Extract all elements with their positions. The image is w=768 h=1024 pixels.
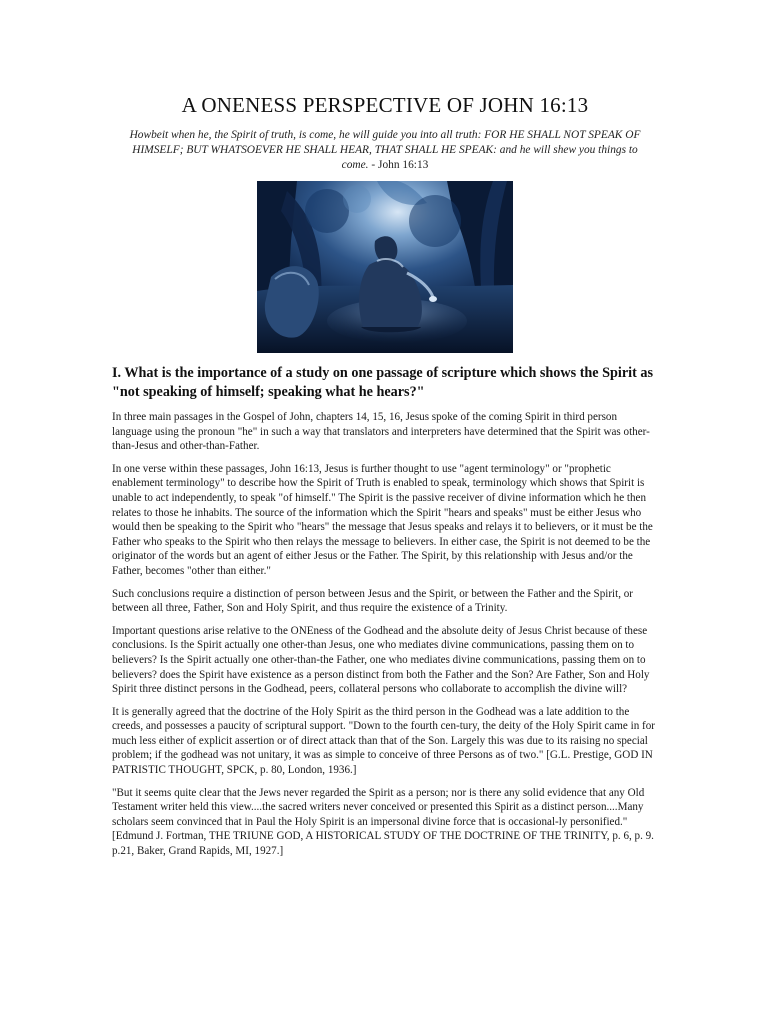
- epigraph-citation: - John 16:13: [368, 159, 429, 171]
- body-paragraph: Important questions arise relative to the ONEness of the Godhead and the absolute deity of Jesus Christ because of these conclusions. Is the Spirit actually one other-than Jesus, one who mediates divine communications, passing them on to believers? Is the Spirit actually one other-than-the Father, one who mediates divine communications, passing them on to believers? does the Spirit have existence as a person distinct from both the Father and the Son? Are Father, Son and Holy Spirit three distinct persons in the Godhead, peers, collateral persons who collaborate to accomplish the divine will?: [112, 624, 650, 696]
- body-paragraph: In one verse within these passages, John 16:13, Jesus is further thought to use "agent terminology" or "prophetic enablement terminology" to describe how the Spirit of Truth is enabled to speak, terminology which shows that Spirit is unable to act independently, to speak "of himself." The Spirit is the passive receiver of divine information which he then relates to those he inhabits. The source of the information which the Spirit "hears and speaks" must be either Jesus who would then be speaking to the Spirit who "hears" the message that Jesus speaks and relays it to believers, or it must be the Father who speaks to the Spirit who then relays the message to believers. In either case, the Spirit is not deemed to be the originator of the words but an agent of either Jesus or the Father. The Spirit, by this relationship with Jesus and/or the Father, becomes "other than either.": [112, 462, 653, 577]
- body-paragraph: It is generally agreed that the doctrine of the Holy Spirit as the third person in the Godhead was a late addition to the creeds, and possesses a paucity of scriptural support. "Down to the fourth cen-tury, the deity of the Holy Spirit came in for much less either of explicit assertion or of direct attack than that of the Son. Largely this was due to its raising no special problem; if the godhead was not unitary, it was as simple to conceive of three Persons as of two." [G.L. Prestige, GOD IN PATRISTIC THOUGHT, SPCK, p. 80, London, 1936.]: [112, 705, 655, 777]
- body-paragraph: Such conclusions require a distinction of person between Jesus and the Spirit, or between the Father and the Spirit, or between all three, Father, Son and Holy Spirit, and thus require the existence of a Trinity.: [112, 587, 633, 615]
- praying-figure-in-moonlit-garden-image: [257, 181, 513, 353]
- body-paragraph: In three main passages in the Gospel of John, chapters 14, 15, 16, Jesus spoke of the coming Spirit in third person language using the pronoun "he" in such a way that translators and interpreters have determined that the Spirit was other-than-Jesus and other-than-Father.: [112, 411, 650, 453]
- document-title: A ONENESS PERSPECTIVE OF JOHN 16:13: [181, 93, 589, 117]
- section-heading: I. What is the importance of a study on one passage of scripture which shows the Spirit as "not speaking of himself; speaking what he hears?": [112, 365, 654, 400]
- body-paragraph: "But it seems quite clear that the Jews never regarded the Spirit as a person; nor is there any solid evidence that any Old Testament writer held this view....the sacred writers never conceived or presented this Spirit as a distinct person....Many scholars seem convinced that in Paul the Holy Spirit is an impersonal divine force that is occasional-ly personified." [Edmund J. Fortman, THE TRIUNE GOD, A HISTORICAL STUDY OF THE DOCTRINE OF THE TRINITY, p. 6, p. 9. p.21, Baker, Grand Rapids, MI, 1927.]: [112, 786, 654, 858]
- epigraph-quote: Howbeit when he, the Spirit of truth, is come, he will guide you into all truth: FOR HE SHALL NOT SPEAK OF HIMSELF; BUT WHATSOEVER HE SHALL HEAR, THAT SHALL HE SPEAK: and he will shew you things to come.: [129, 129, 641, 171]
- document-page: [112, 92, 658, 859]
- scripture-epigraph: [118, 128, 652, 173]
